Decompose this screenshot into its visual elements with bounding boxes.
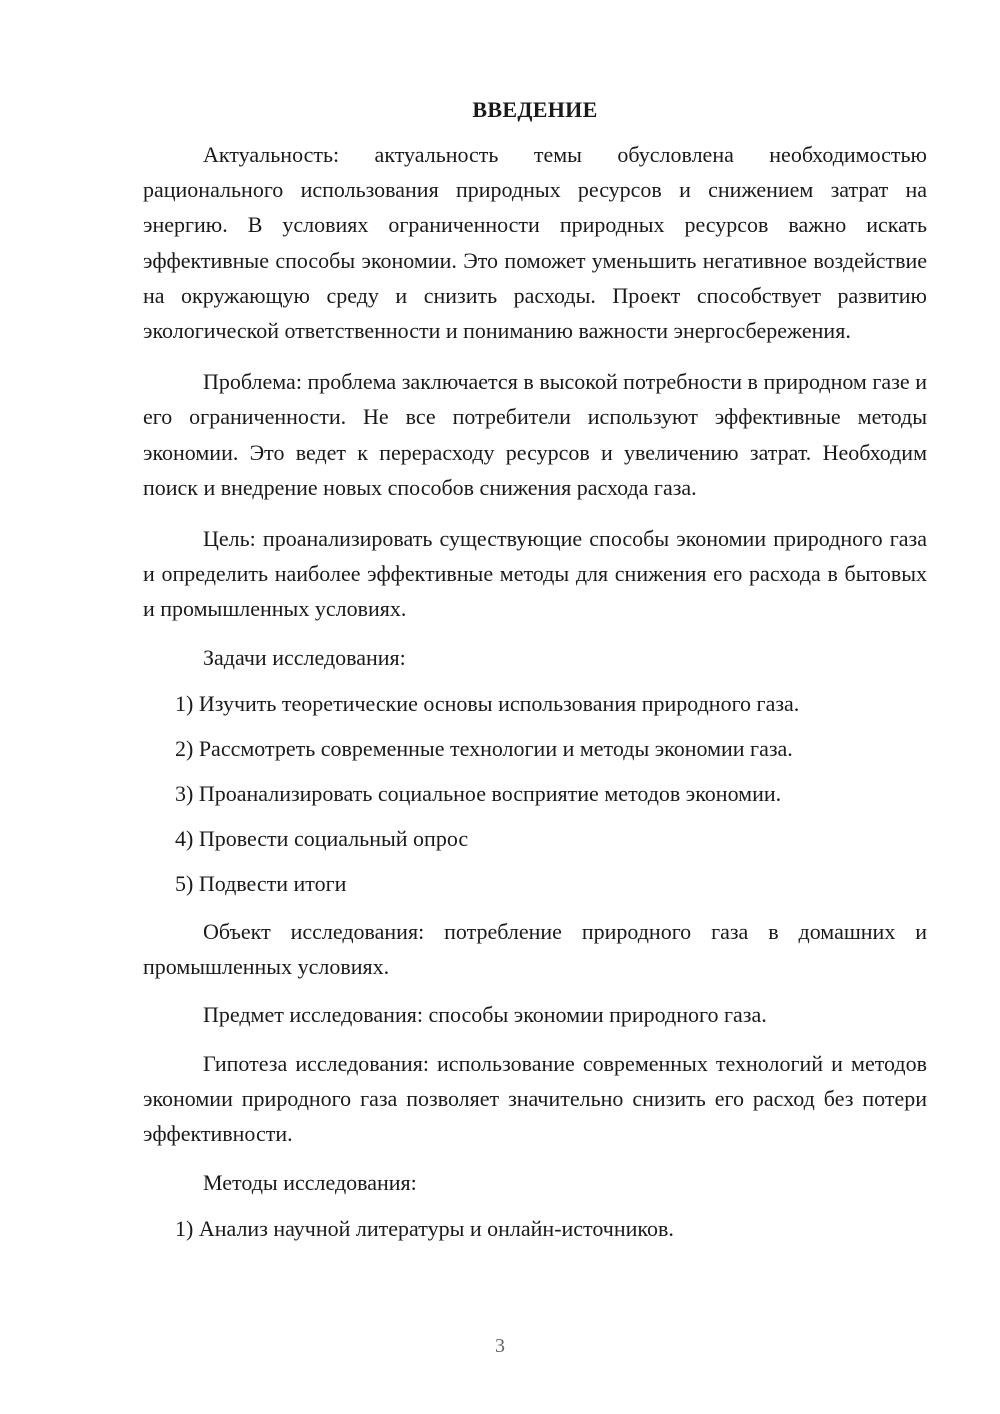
list-item: 1) Анализ научной литературы и онлайн-источников. <box>175 1215 674 1241</box>
problem-paragraph: Проблема: проблема заключается в высокой потребности в природном газе и его ограниченности. Не все потребители используют эффективные методы экономии. Это ведет к перерасходу ресурсов и увеличению затрат. Необходим поиск и внедрение новых способов снижения расхода газа. <box>143 369 927 500</box>
page-number: 3 <box>495 1335 505 1357</box>
subject-paragraph: Предмет исследования: способы экономии природного газа. <box>203 1002 767 1028</box>
goal-paragraph: Цель: проанализировать существующие способы экономии природного газа и определить наиболее эффективные методы для снижения его расхода в бытовых и промышленных условиях. <box>143 526 927 622</box>
hypothesis-paragraph: Гипотеза исследования: использование современных технологий и методов экономии природного газа позволяет значительно снизить его расход без потери эффективности. <box>143 1051 927 1147</box>
list-item: 1) Изучить теоретические основы использования природного газа. <box>175 690 800 716</box>
tasks-list <box>143 689 927 899</box>
list-item: 5) Подвести итоги <box>175 870 347 896</box>
relevance-paragraph: Актуальность: актуальность темы обусловлена необходимостью рационального использования природных ресурсов и снижением затрат на энергию. В условиях ограниченности природных ресурсов важно искать эффективные способы экономии. Это поможет уменьшить негативное воздействие на окружающую среду и снизить расходы. Проект способствует развитию экологической ответственности и пониманию важности энергосбережения. <box>143 142 927 344</box>
list-item: 3) Проанализировать социальное восприятие методов экономии. <box>175 780 782 806</box>
document-page <box>143 95 927 1259</box>
object-paragraph: Объект исследования: потребление природного газа в домашних и промышленных условиях. <box>143 918 927 979</box>
methods-heading: Методы исследования: <box>203 1169 417 1195</box>
tasks-heading: Задачи исследования: <box>203 644 406 670</box>
list-item: 4) Провести социальный опрос <box>175 825 469 851</box>
list-item: 2) Рассмотреть современные технологии и методы экономии газа. <box>175 735 793 761</box>
page-title: ВВЕДЕНИЕ <box>472 97 598 122</box>
methods-list <box>143 1214 927 1244</box>
